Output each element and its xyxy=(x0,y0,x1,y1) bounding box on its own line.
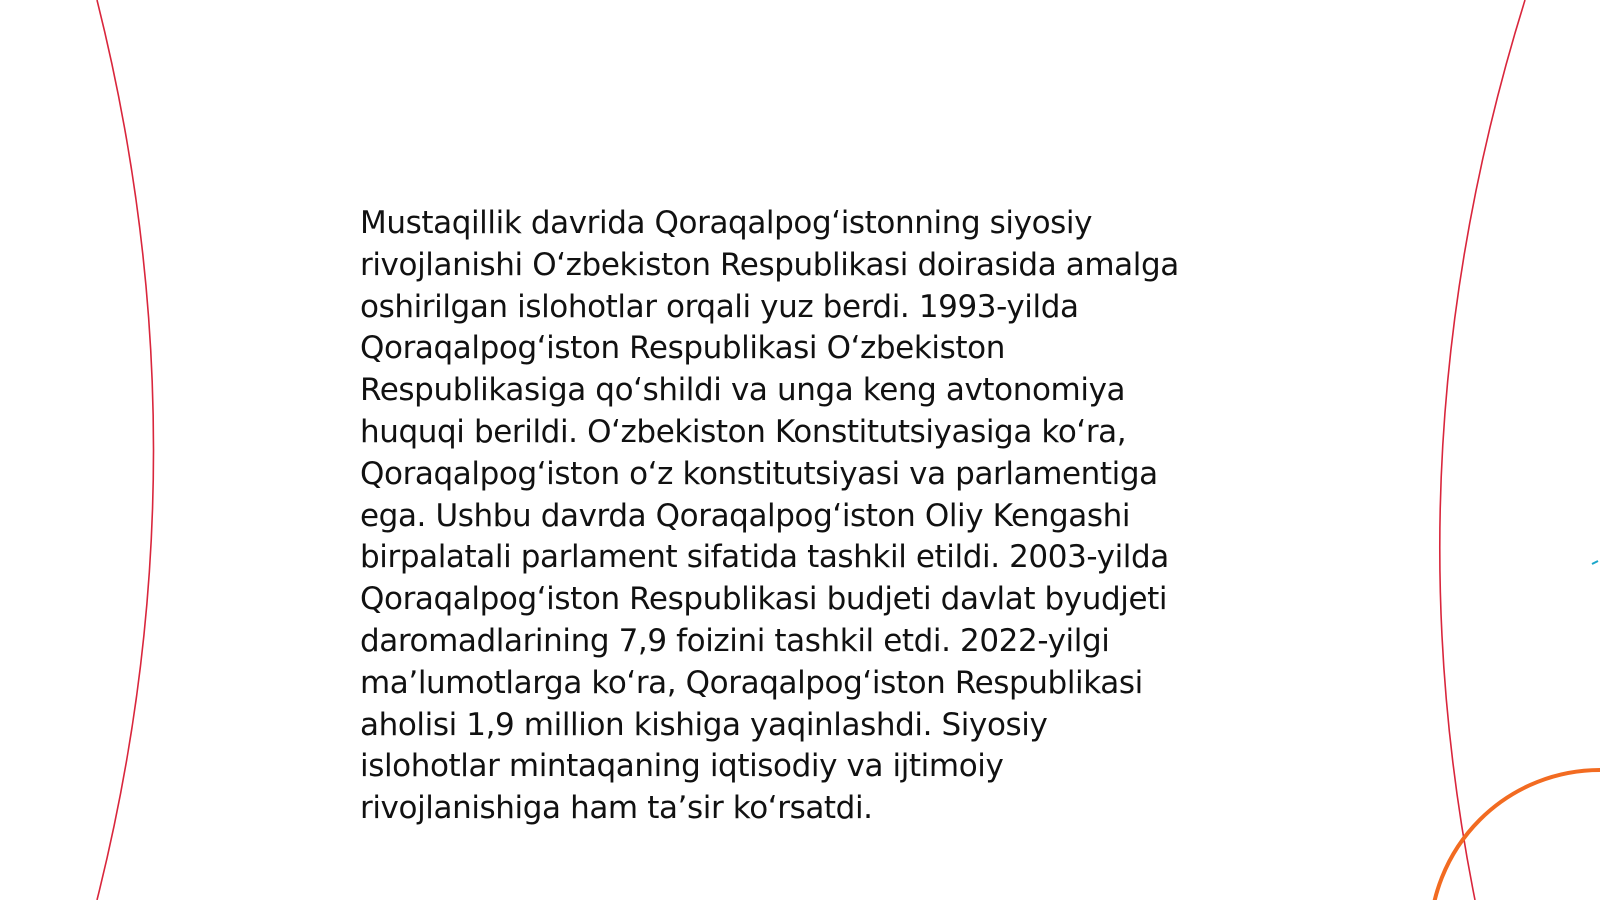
paragraph-line: birpalatali parlament sifatida tashkil etildi. 2003-yilda xyxy=(360,539,1169,576)
paragraph-line: ega. Ushbu davrda Qoraqalpog‘iston Oliy Kengashi xyxy=(360,497,1131,534)
paragraph-line: rivojlanishiga ham ta’sir ko‘rsatdi. xyxy=(360,790,873,827)
paragraph-line: huquqi berildi. O‘zbekiston Konstitutsiyasiga ko‘ra, xyxy=(360,413,1127,450)
paragraph-line: daromadlarining 7,9 foizini tashkil etdi. 2022-yilgi xyxy=(360,622,1110,659)
right-curve-decoration xyxy=(1440,0,1525,900)
paragraph-line: Respublikasiga qo‘shildi va unga keng avtonomiya xyxy=(360,372,1126,409)
paragraph-line: Qoraqalpog‘iston Respublikasi budjeti davlat byudjeti xyxy=(360,581,1168,618)
paragraph-line: Qoraqalpog‘iston o‘z konstitutsiyasi va parlamentiga xyxy=(360,455,1158,492)
paragraph-line: ma’lumotlarga ko‘ra, Qoraqalpog‘iston Respublikasi xyxy=(360,664,1143,701)
paragraph-line: oshirilgan islohotlar orqali yuz berdi. 1993-yilda xyxy=(360,288,1079,325)
teal-mark-decoration xyxy=(1592,561,1598,564)
paragraph-line: islohotlar mintaqaning iqtisodiy va ijtimoiy xyxy=(360,748,1004,785)
left-curve-decoration xyxy=(97,0,154,900)
paragraph-line: aholisi 1,9 million kishiga yaqinlashdi. Siyosiy xyxy=(360,706,1048,743)
paragraph-line: rivojlanishi O‘zbekiston Respublikasi doirasida amalga xyxy=(360,246,1179,283)
paragraph-line: Qoraqalpog‘iston Respublikasi O‘zbekiston xyxy=(360,330,1005,367)
paragraph-line: Mustaqillik davrida Qoraqalpog‘istonning siyosiy xyxy=(360,205,1093,241)
body-paragraph xyxy=(360,203,1260,830)
orange-circle-decoration xyxy=(1430,770,1600,900)
